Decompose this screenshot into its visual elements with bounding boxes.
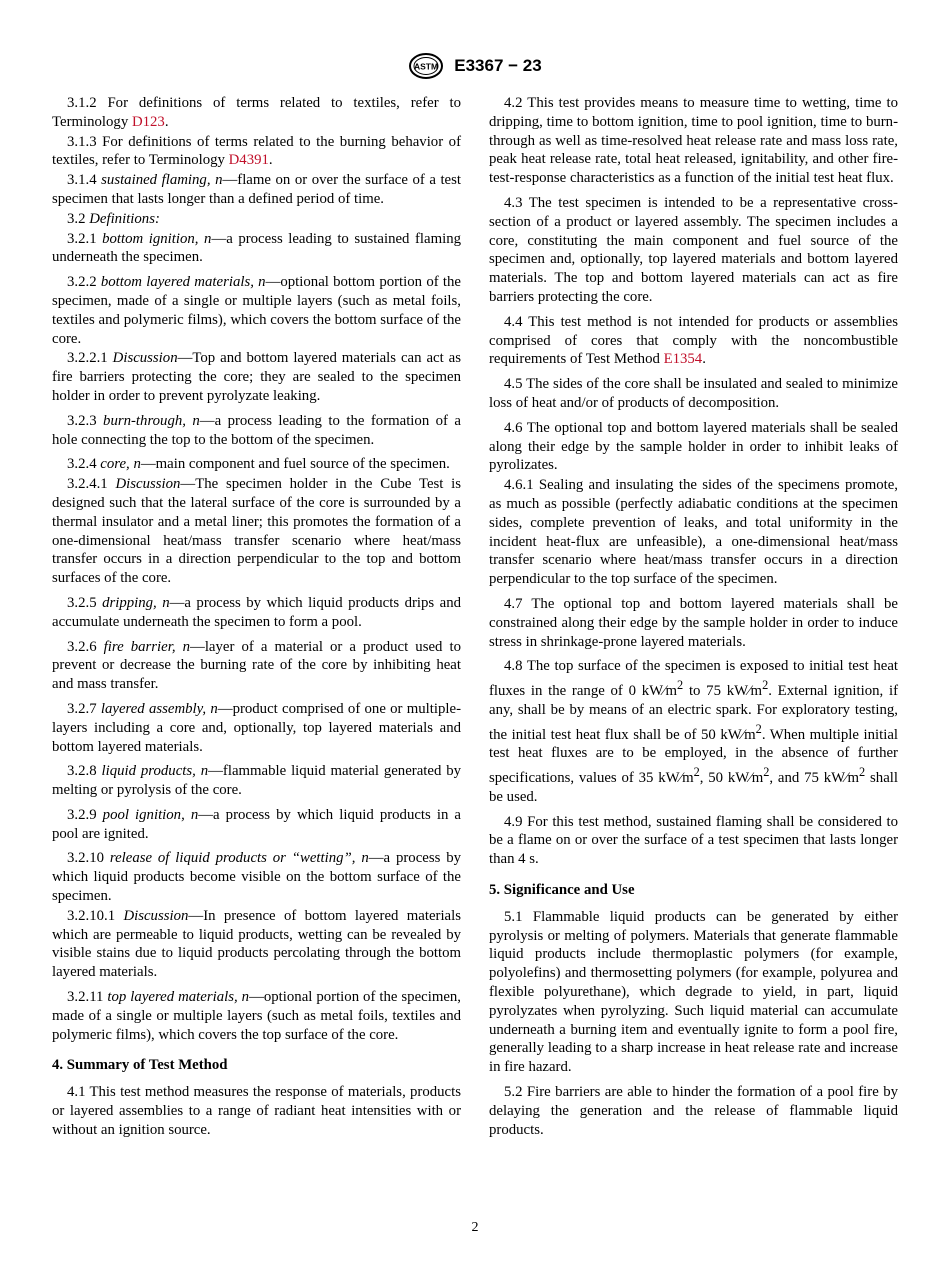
para-4-7: 4.7 The optional top and bottom layered materials shall be constrained along their edge by the sample holder in order to induce stress in shrinkage-prone layered materials. bbox=[489, 595, 898, 650]
para-3-2-9: 3.2.9 pool ignition, n—a process by which liquid products in a pool are ignited. bbox=[52, 806, 461, 842]
svg-text:ASTM: ASTM bbox=[414, 61, 439, 72]
ref-link-d4391[interactable]: D4391 bbox=[228, 152, 269, 169]
right-column bbox=[489, 94, 898, 1145]
para-4-4: 4.4 This test method is not intended for products or assemblies comprised of cores that comply with the noncombustible requirements of Test Method E1354. bbox=[489, 313, 898, 368]
section-heading-4: 4. Summary of Test Method bbox=[52, 1057, 228, 1074]
para-4-1: 4.1 This test method measures the response of materials, products or layered assemblies to a range of radiant heat intensities with or without an ignition source. bbox=[52, 1084, 461, 1138]
para-4-8: 4.8 The top surface of the specimen is exposed to initial test heat fluxes in the range of 0 $kW⁄m^2$ to 75 $kW⁄m^2$. External ignition, if any, shall be by means of an electric spark. For exploratory testing, the initial test heat flux shall be of 50 $kW⁄m^2$. When multiple initial test heat fluxes are to be employed, in the absence of further specifications, values of 35 $kW⁄m^2$, 50 $kW⁄m^2$, and 75 $kW⁄m^2$ shall be used. bbox=[489, 658, 899, 805]
para-3-2-10-1: 3.2.10.1 Discussion—In presence of bottom layered materials which are permeable to liquid products, wetting can be revealed by visible stains due to liquid products percolating through the bottom layered materials. bbox=[52, 907, 461, 981]
para-4-5: 4.5 The sides of the core shall be insulated and sealed to minimize loss of heat and/or of products of decomposition. bbox=[489, 376, 898, 411]
para-3-2-5: 3.2.5 dripping, n—a process by which liquid products drips and accumulate underneath the specimen to form a pool. bbox=[52, 594, 461, 630]
para-5-2: 5.2 Fire barriers are able to hinder the formation of a pool fire by delaying the generation and the release of flammable liquid products. bbox=[489, 1084, 898, 1138]
para-3-2-1: 3.2.1 bottom ignition, n—a process leading to sustained flaming underneath the specimen. bbox=[52, 230, 461, 266]
standard-designation: E3367 − 23 bbox=[454, 56, 542, 75]
para-3-2-4: 3.2.4 core, n—main component and fuel source of the specimen. bbox=[67, 456, 450, 473]
para-3-2-2-1: 3.2.2.1 Discussion—Top and bottom layered materials can act as fire barriers protecting the core; they are sealed to the specimen holder in order to prevent pyrolyzate leaking. bbox=[52, 350, 461, 404]
para-3-2: 3.2 Definitions: bbox=[67, 210, 160, 227]
para-4-9: 4.9 For this test method, sustained flaming shall be considered to be a flame on or over the surface of a test specimen that lasts longer than 4 s. bbox=[489, 813, 898, 868]
para-3-1-3: 3.1.3 For definitions of terms related to the burning behavior of textiles, refer to Terminology D4391. bbox=[52, 133, 461, 169]
para-3-2-8: 3.2.8 liquid products, n—flammable liquid material generated by melting or pyrolysis of the core. bbox=[52, 763, 462, 799]
para-3-2-4-1: 3.2.4.1 Discussion—The specimen holder in the Cube Test is designed such that the lateral surface of the core is surrounded by a thermal insulator and a metal liner; this promotes the formation of a one-dimensional heat/mass transfer scenario where heat/mass transfer occurs in a direction perpendicular to the top and bottom surfaces of the core. bbox=[52, 476, 462, 587]
page-number: 2 bbox=[471, 1220, 479, 1235]
para-4-6: 4.6 The optional top and bottom layered materials shall be sealed along their edge by the sample holder in order to inhibit leaks of pyrolizates. bbox=[489, 419, 898, 474]
para-4-2: 4.2 This test provides means to measure time to wetting, time to dripping, time to bottom ignition, time to pool ignition, time to burn-through as well as time-resolved heat release rate and mass loss rate, peak heat release rate, total heat released, ignitability, and other fire-test-response characteristics as a function of the initial test heat flux. bbox=[489, 95, 898, 187]
para-3-2-7: 3.2.7 layered assembly, n—product comprised of one or multiple-layers including a core and, optionally, top layered materials and bottom layered materials. bbox=[52, 700, 461, 755]
ref-link-d123[interactable]: D123 bbox=[131, 113, 165, 130]
ref-link-e1354[interactable]: E1354 bbox=[663, 351, 703, 368]
astm-logo-icon bbox=[408, 52, 444, 80]
para-3-2-6: 3.2.6 fire barrier, n—layer of a material or a product used to prevent or decrease the burning rate of the core by inhibiting heat and mass transfer. bbox=[52, 638, 462, 693]
para-3-2-11: 3.2.11 top layered materials, n—optional portion of the specimen, made of a single or multiple layers (such as metal foils, textiles and polymeric films), which covers the top surface of the core. bbox=[52, 989, 461, 1043]
para-3-2-10: 3.2.10 release of liquid products or “wetting”, n—a process by which liquid products become visible on the bottom surface of the specimen. bbox=[52, 850, 462, 905]
left-column bbox=[52, 94, 461, 1146]
para-3-1-4: 3.1.4 sustained flaming, n—flame on or over the surface of a test specimen that lasts longer than a defined period of time. bbox=[52, 172, 461, 207]
para-3-1-2: 3.1.2 For definitions of terms related to textiles, refer to Terminology D123. bbox=[52, 95, 461, 130]
para-4-6-1: 4.6.1 Sealing and insulating the sides of the specimens promote, as much as possible (perfectly adiabatic conditions at the specimen sides, complete prevention of leaks, and total uniformity in the incident heat-flux are unfeasible), a one-dimensional heat/mass transfer scenario where heat/mass transfer occurs in a direction perpendicular to the top surface of the specimen. bbox=[489, 477, 898, 588]
section-heading-5: 5. Significance and Use bbox=[489, 882, 635, 899]
header bbox=[0, 52, 950, 82]
para-5-1: 5.1 Flammable liquid products can be generated by either pyrolysis or melting of polymers. Materials that generate flammable liquid products include thermoplastic polymers (for example, polyolefins) and thermosetting polymers (for example, polyurea and flexible polyurethane), which degrade to yield, in part, liquid pyrolyzates when pyrolyzing. Such liquid material can accumulate underneath a burning item and eventually ignite to form a pool fire, generally leading to a sharp increase in heat release rate and increase in fire hazard. bbox=[489, 908, 898, 1076]
para-3-2-3: 3.2.3 burn-through, n—a process leading to the formation of a hole connecting the top to the bottom of the specimen. bbox=[52, 412, 461, 448]
para-4-3: 4.3 The test specimen is intended to be a representative cross-section of a product or layered assembly. The specimen includes a core, constituting the main component and fuel source of the specimen and, optionally, top layered materials and bottom layered materials. The top and bottom layered materials can act as fire barriers protecting the core. bbox=[489, 194, 898, 305]
para-3-2-2: 3.2.2 bottom layered materials, n—optional bottom portion of the specimen, made of a single or multiple layers (such as metal foils, textiles and polymeric films), which covers the bottom surface of the core. bbox=[52, 274, 461, 347]
